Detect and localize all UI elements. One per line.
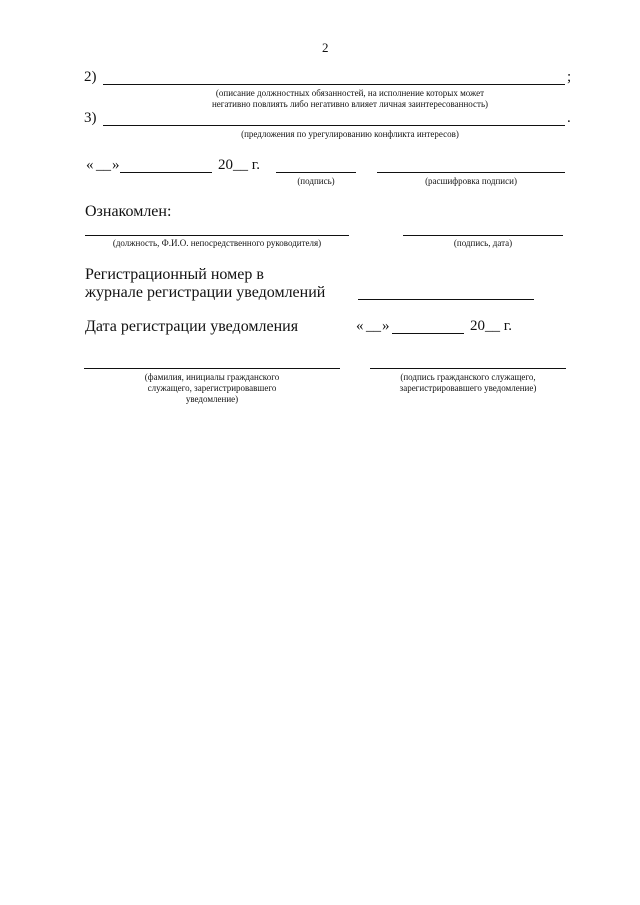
registration-label-line2: журнале регистрации уведомлений [85,284,326,301]
item-3-number: 3) [84,110,97,126]
item-3-end-mark: . [567,110,571,126]
item-3-line [103,125,565,126]
registrar-name-caption-line2: служащего, зарегистрировавшего [147,383,277,393]
date-row-month-line [120,172,212,173]
page-number: 2 [322,40,329,55]
registration-label-line1: Регистрационный номер в [85,266,264,283]
reg-date-quote-close: » [382,318,390,334]
registration-number-line [358,299,534,300]
reg-date-label: Дата регистрации уведомления [85,318,299,335]
item-2-end-mark: ; [567,69,572,85]
signature-line [276,172,356,173]
registrar-signature-caption-line2: зарегистрировавшего уведомление) [399,383,537,393]
registrar-name-caption-line3: уведомление) [185,394,239,404]
item-2-number: 2) [84,69,97,85]
decryption-line [377,172,565,173]
reg-date-quote-open: « [356,318,364,334]
item-2-line [103,84,565,85]
date-row-quote-close: » [112,157,120,173]
item-2-caption-line1: (описание должностных обязанностей, на исполнение которых может [215,88,485,98]
reg-date-year: 20__ г. [470,318,512,334]
date-row-year: 20__ г. [218,157,260,173]
registrar-name-line [84,368,340,369]
reg-date-month-line [392,333,464,334]
date-row-quote-open: « [86,157,94,173]
item-3-caption: (предложения по урегулированию конфликта интересов) [241,129,459,139]
acquainted-label: Ознакомлен: [85,203,172,220]
signature-caption: (подпись) [297,176,335,186]
registrar-name-caption-line1: (фамилия, инициалы гражданского [144,372,280,382]
registrar-signature-line [370,368,566,369]
acquainted-position-caption: (должность, Ф.И.О. непосредственного руководителя) [112,238,322,248]
decryption-caption: (расшифровка подписи) [425,176,517,186]
reg-date-day-blank: __ [366,318,381,334]
item-2-caption-line2: негативно повлиять либо негативно влияет личная заинтересованность) [211,99,489,109]
registrar-signature-caption-line1: (подпись гражданского служащего, [400,372,536,382]
acquainted-position-line [85,235,349,236]
date-row-day-blank: __ [96,157,111,173]
acquainted-sign-caption: (подпись, дата) [453,238,513,248]
acquainted-sign-line [403,235,563,236]
